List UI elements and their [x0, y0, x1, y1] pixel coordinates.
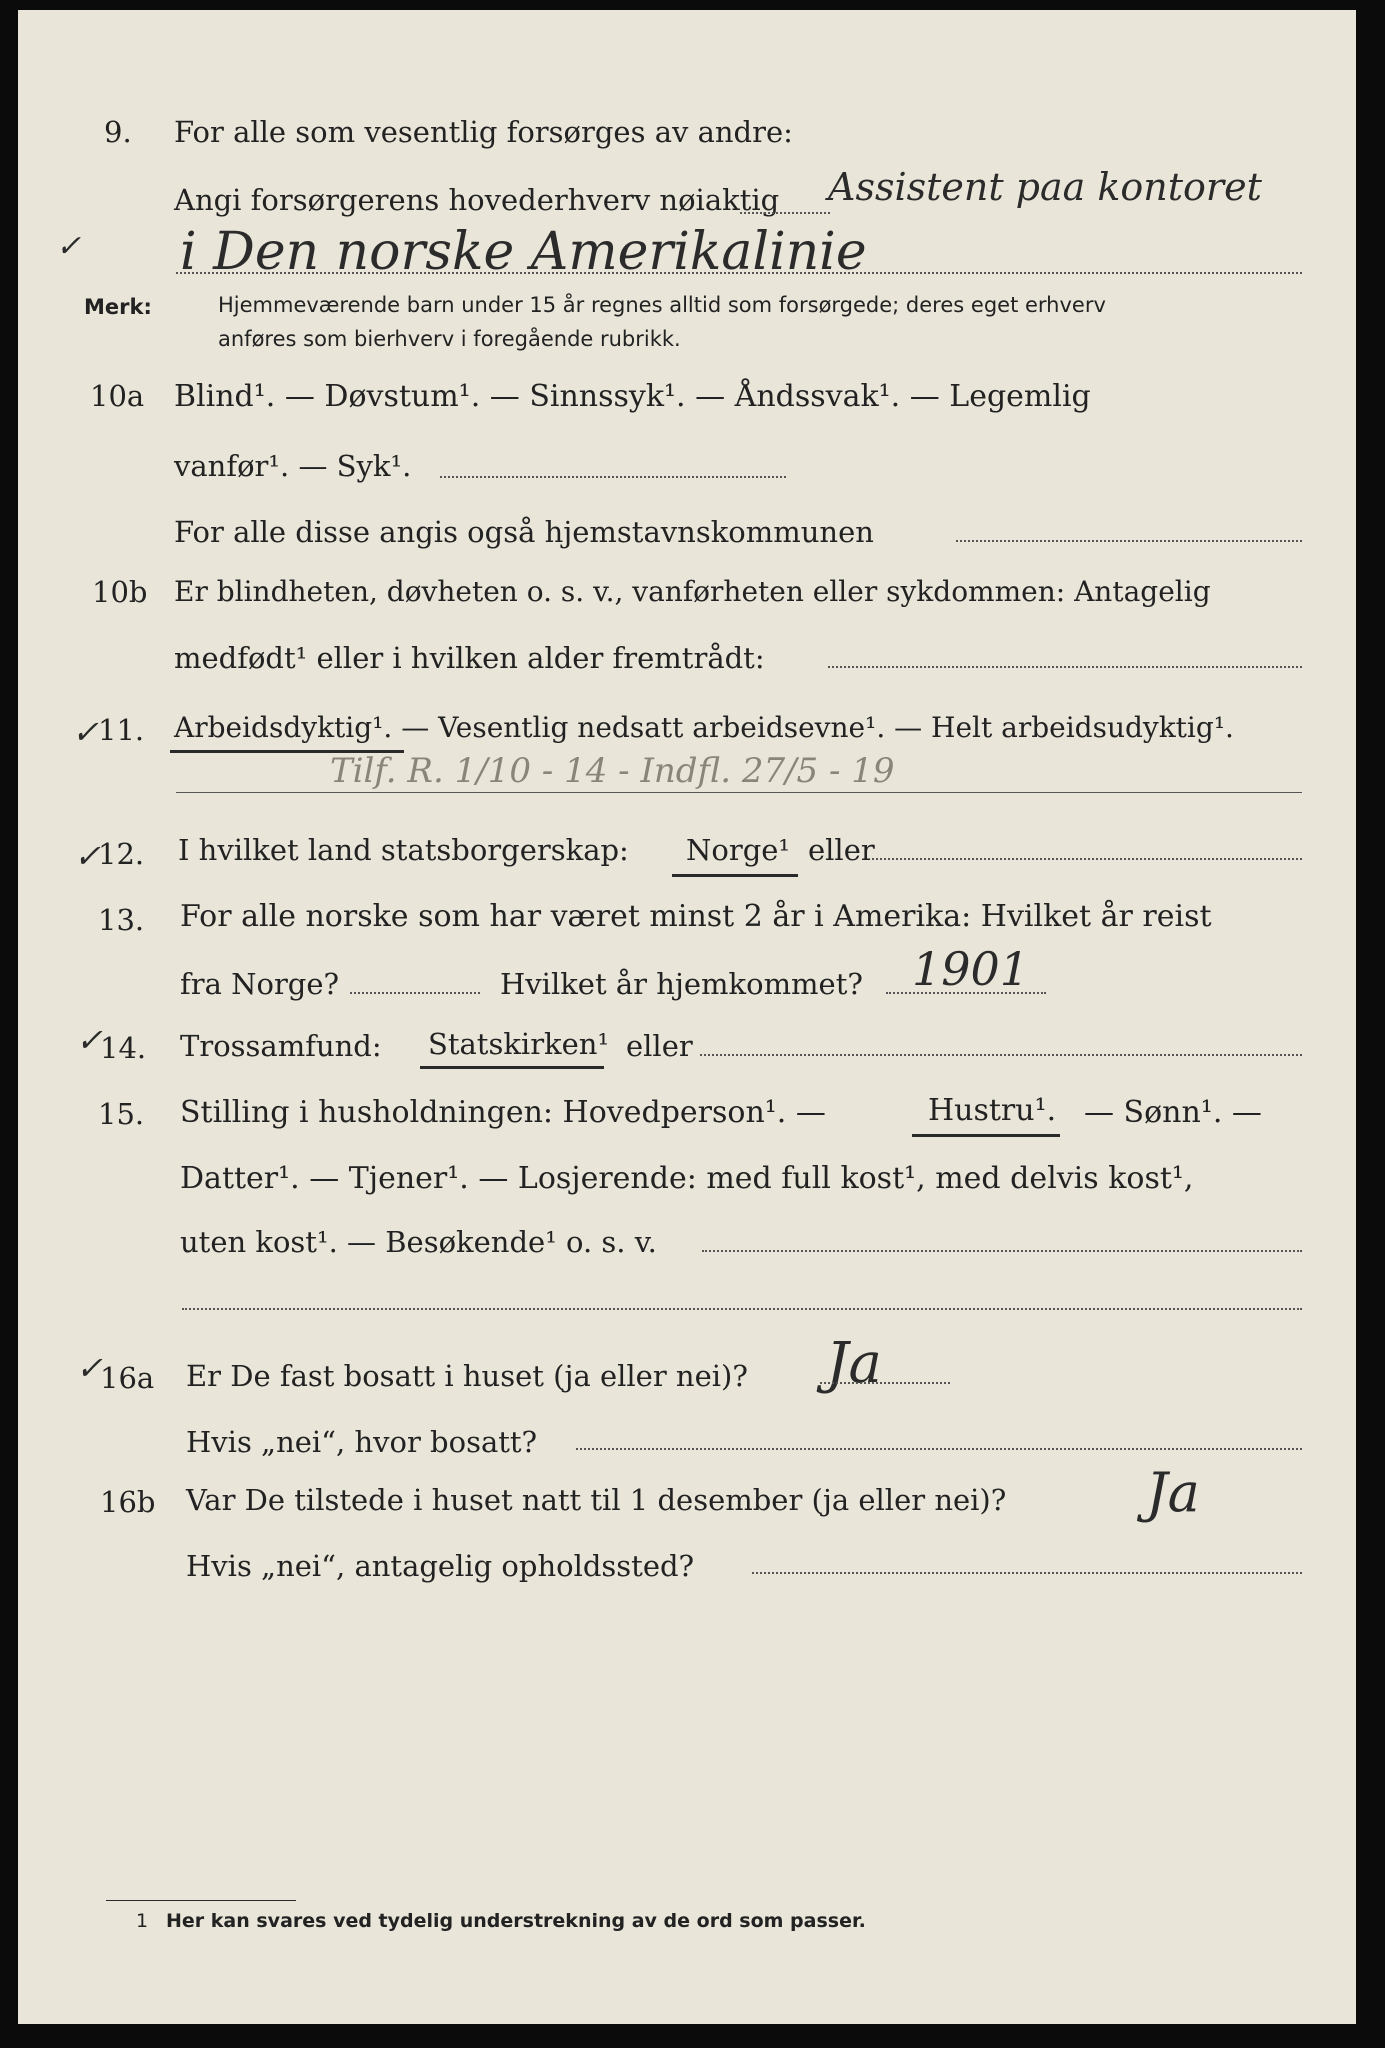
q16b-line1: Var De tilstede i huset natt til 1 desember (ja eller nei)? [186, 1483, 1007, 1517]
q10a-line1: Blind¹. — Døvstum¹. — Sinnssyk¹. — Åndssvak¹. — Legemlig [174, 379, 1091, 414]
q15-text: Stilling i husholdningen: Hovedperson¹. — [180, 1095, 826, 1130]
q10a-answer-line [440, 476, 786, 478]
q10a-line2: vanfør¹. — Syk¹. [174, 449, 412, 483]
q13-fra-norge: fra Norge? [180, 967, 340, 1001]
q10b-answer-line [828, 666, 1302, 668]
q13-reist-line [350, 992, 480, 994]
q11-line [174, 711, 1234, 744]
q9-line1: For alle som vesentlig forsørges av andre: [174, 115, 793, 149]
check-mark-icon: ✓ [76, 1349, 103, 1387]
q15-option-hustru: Hustru¹. [928, 1093, 1057, 1128]
q16a-answer-line2 [576, 1448, 1302, 1450]
q16a-line2: Hvis „nei“, hvor bosatt? [186, 1425, 538, 1459]
merk-line1: Hjemmeværende barn under 15 år regnes alltid som forsørgede; deres eget erhverv [218, 293, 1106, 317]
merk-label: Merk: [84, 295, 152, 319]
q10a-line3: For alle disse angis også hjemstavnskommunen [174, 515, 874, 549]
q16b-handwritten-answer: Ja [1146, 1461, 1200, 1524]
q11-number: 11. [98, 713, 145, 747]
q10b-number: 10b [92, 575, 148, 609]
q11-options-rest: — Vesentlig nedsatt arbeidsevne¹. — Helt arbeidsudyktig¹. [392, 711, 1234, 744]
q14-option-statskirken: Statskirken¹ [428, 1027, 610, 1061]
q14-eller: eller [626, 1029, 693, 1063]
q14-number: 14. [100, 1031, 147, 1065]
q16b-number: 16b [100, 1485, 156, 1519]
q12-option-norge: Norge¹ [686, 833, 791, 867]
q9-answer-line [740, 212, 830, 214]
q15-text-rest: — Sønn¹. — [1084, 1095, 1262, 1130]
q15-number: 15. [98, 1097, 145, 1131]
q13-number: 13. [98, 903, 145, 937]
q13-hjemkommet: Hvilket år hjemkommet? [500, 967, 863, 1001]
q16a-number: 16a [100, 1361, 155, 1395]
q16a-answer-line [820, 1382, 950, 1384]
check-mark-icon: ✓ [56, 229, 82, 264]
q9-handwritten-answer1: Assistent paa kontoret [828, 165, 1262, 209]
footnote-mark: 1 [136, 1910, 149, 1932]
q14-answer-line [700, 1054, 1302, 1056]
q9-handwritten-answer2: i Den norske Amerikalinie [180, 222, 867, 282]
q10a-answer-line2 [956, 540, 1302, 542]
q11-handwritten-answer: Tilf. R. 1/10 - 14 - Indfl. 27/5 - 19 [330, 751, 895, 791]
q15-line2: Datter¹. — Tjener¹. — Losjerende: med full kost¹, med delvis kost¹, [180, 1161, 1194, 1196]
q12-text: I hvilket land statsborgerskap: [178, 833, 629, 867]
q15-underline [912, 1134, 1060, 1137]
q12-number: 12. [98, 837, 145, 871]
q16a-handwritten-answer: Ja [826, 1331, 882, 1396]
q12-eller: eller [808, 833, 875, 867]
q15-line3: uten kost¹. — Besøkende¹ o. s. v. [180, 1225, 657, 1259]
q14-text: Trossamfund: [180, 1029, 382, 1063]
q9-line2: Angi forsørgerens hovederhverv nøiaktig [174, 183, 780, 217]
q16b-line2: Hvis „nei“, antagelig opholdssted? [186, 1549, 695, 1583]
q10a-number: 10a [90, 379, 145, 413]
q10b-line1: Er blindheten, døvheten o. s. v., vanførheten eller sykdommen: Antagelig [174, 575, 1211, 608]
merk-line2: anføres som bierhverv i foregående rubrikk. [218, 327, 681, 351]
q13-handwritten-year: 1901 [912, 942, 1030, 996]
q14-underline [420, 1066, 604, 1069]
q16b-answer-line [752, 1572, 1302, 1574]
check-mark-icon: ✓ [72, 713, 99, 751]
footnote-rule [106, 1900, 296, 1901]
q10b-line2: medfødt¹ eller i hvilken alder fremtrådt: [174, 641, 765, 675]
q12-underline [672, 874, 798, 877]
check-mark-icon: ✓ [74, 837, 101, 875]
check-mark-icon: ✓ [76, 1021, 103, 1059]
q15-answer-line [702, 1250, 1302, 1252]
footnote-text: Her kan svares ved tydelig understrekning av de ord som passer. [166, 1910, 866, 1932]
q12-answer-line [872, 858, 1302, 860]
q13-line1: For alle norske som har været minst 2 år i Amerika: Hvilket år reist [180, 899, 1212, 934]
q16a-line1: Er De fast bosatt i huset (ja eller nei)? [186, 1359, 748, 1393]
q11-option-arbeidsdyktig: Arbeidsdyktig¹. [174, 711, 393, 744]
q9-answer-line2 [176, 272, 1302, 274]
q9-number: 9. [104, 115, 132, 149]
q11-answer-line [176, 792, 1302, 793]
q15-answer-line2 [182, 1308, 1302, 1310]
